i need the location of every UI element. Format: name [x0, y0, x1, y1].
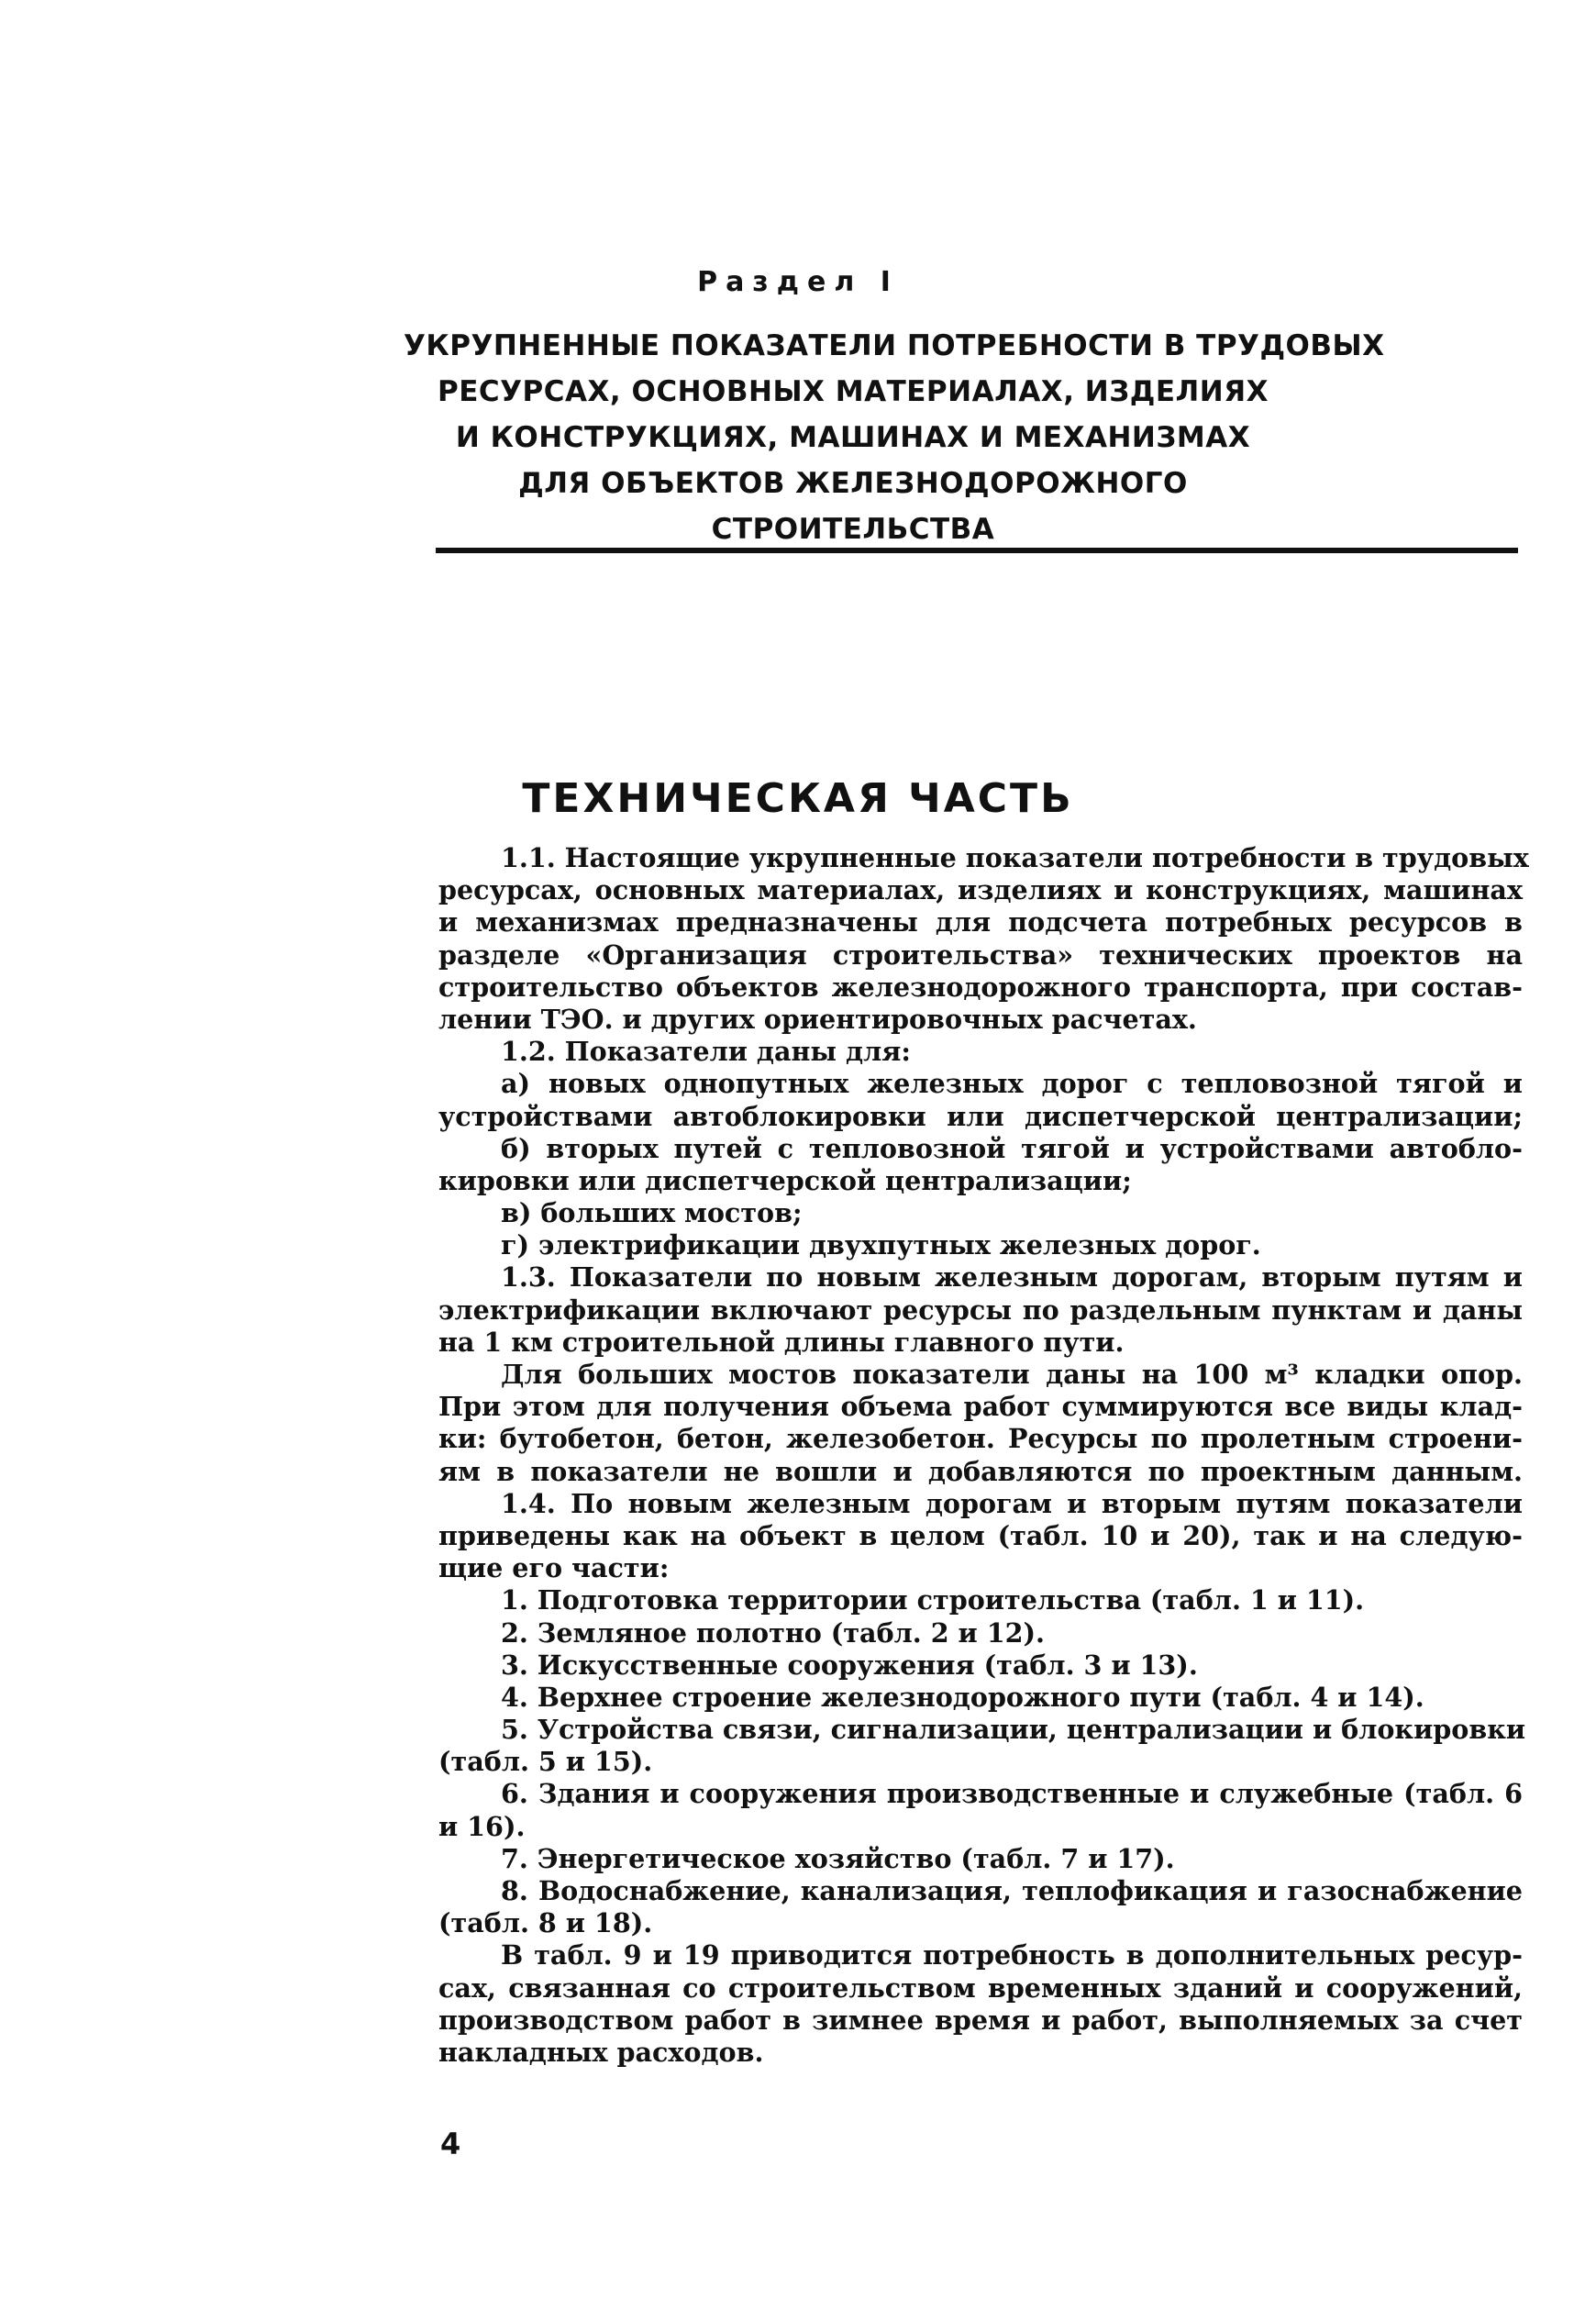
- section-title-line: ДЛЯ ОБЪЕКТОВ ЖЕЛЕЗНОДОРОЖНОГО: [518, 467, 1188, 500]
- text-line: 1.1. Настоящие укрупненные показатели потребности в трудовых: [501, 842, 1529, 873]
- text-line: в) больших мостов;: [501, 1197, 803, 1229]
- text-line: а) новых однопутных железных дорог с тепловозной тягой и: [501, 1068, 1523, 1100]
- section-label: Раздел I: [697, 266, 899, 298]
- text-line: ки: бутобетон, бетон, железобетон. Ресурсы по пролетным строени-: [438, 1423, 1523, 1455]
- text-line: 6. Здания и сооружения производственные и служебные (табл. 6: [501, 1778, 1523, 1810]
- text-line: 5. Устройства связи, сигнализации, централизации и блокировки: [501, 1714, 1526, 1746]
- section-title: [404, 323, 1385, 552]
- text-line: производством работ в зимнее время и работ, выполняемых за счет: [438, 2004, 1523, 2036]
- section-title-line: СТРОИТЕЛЬСТВА: [711, 513, 995, 546]
- text-line: ресурсах, основных материалах, изделиях и конструкциях, машинах: [438, 874, 1523, 906]
- body-text: [438, 842, 1529, 2069]
- text-line: электрификации включают ресурсы по раздельным пунктам и даны: [438, 1294, 1523, 1326]
- text-line: кировки или диспетчерской централизации;: [438, 1164, 1132, 1196]
- text-line: Для больших мостов показатели даны на 100 м³ кладки опор.: [501, 1359, 1523, 1390]
- text-line: б) вторых путей с тепловозной тягой и устройствами автобло-: [501, 1132, 1523, 1164]
- part-heading: ТЕХНИЧЕСКАЯ ЧАСТЬ: [522, 775, 1074, 822]
- text-line: строительство объектов железнодорожного транспорта, при состав-: [438, 971, 1523, 1003]
- text-line: 7. Энергетическое хозяйство (табл. 7 и 17).: [501, 1842, 1175, 1874]
- text-line: г) электрификации двухпутных железных дорог.: [501, 1229, 1261, 1261]
- section-title-line: РЕСУРСАХ, ОСНОВНЫХ МАТЕРИАЛАХ, ИЗДЕЛИЯХ: [437, 375, 1269, 408]
- text-line: 1.3. Показатели по новым железным дорогам, вторым путям и: [501, 1261, 1523, 1294]
- page-number: 4: [440, 2127, 461, 2161]
- text-line: 3. Искусственные сооружения (табл. 3 и 13).: [501, 1649, 1198, 1681]
- text-line: 1. Подготовка территории строительства (табл. 1 и 11).: [501, 1584, 1365, 1616]
- text-line: 1.2. Показатели даны для:: [501, 1036, 911, 1068]
- text-line: лении ТЭО. и других ориентировочных расчетах.: [438, 1003, 1197, 1035]
- section-title-line: И КОНСТРУКЦИЯХ, МАШИНАХ И МЕХАНИЗМАХ: [455, 421, 1251, 454]
- horizontal-rule: [436, 548, 1518, 553]
- text-line: приведены как на объект в целом (табл. 10 и 20), так и на следую-: [438, 1519, 1523, 1551]
- text-line: устройствами автоблокировки или диспетчерской централизации;: [438, 1100, 1523, 1132]
- text-line: 2. Земляное полотно (табл. 2 и 12).: [501, 1616, 1045, 1649]
- text-line: и механизмах предназначены для подсчета потребных ресурсов в: [438, 906, 1523, 938]
- text-line: (табл. 5 и 15).: [438, 1746, 653, 1778]
- text-line: 8. Водоснабжение, канализация, теплофикация и газоснабжение: [501, 1875, 1523, 1906]
- text-line: В табл. 9 и 19 приводится потребность в дополнительных ресур-: [501, 1939, 1523, 1971]
- section-title-line: УКРУПНЕННЫЕ ПОКАЗАТЕЛИ ПОТРЕБНОСТИ В ТРУДОВЫХ: [404, 329, 1385, 362]
- text-line: 1.4. По новым железным дорогам и вторым путям показатели: [501, 1487, 1523, 1519]
- text-line: щие его части:: [438, 1552, 670, 1584]
- text-line: на 1 км строительной длины главного пути.: [438, 1326, 1125, 1358]
- text-line: разделе «Организация строительства» технических проектов на: [438, 938, 1523, 971]
- text-line: При этом для получения объема работ суммируются все виды клад-: [438, 1391, 1523, 1423]
- text-line: 4. Верхнее строение железнодорожного пути (табл. 4 и 14).: [501, 1681, 1424, 1713]
- text-line: и 16).: [438, 1810, 526, 1842]
- text-line: (табл. 8 и 18).: [438, 1907, 653, 1939]
- text-line: сах, связанная со строительством временных зданий и сооружений,: [438, 1971, 1523, 2004]
- text-line: накладных расходов.: [438, 2036, 764, 2068]
- text-line: ям в показатели не вошли и добавляются по проектным данным.: [438, 1455, 1523, 1487]
